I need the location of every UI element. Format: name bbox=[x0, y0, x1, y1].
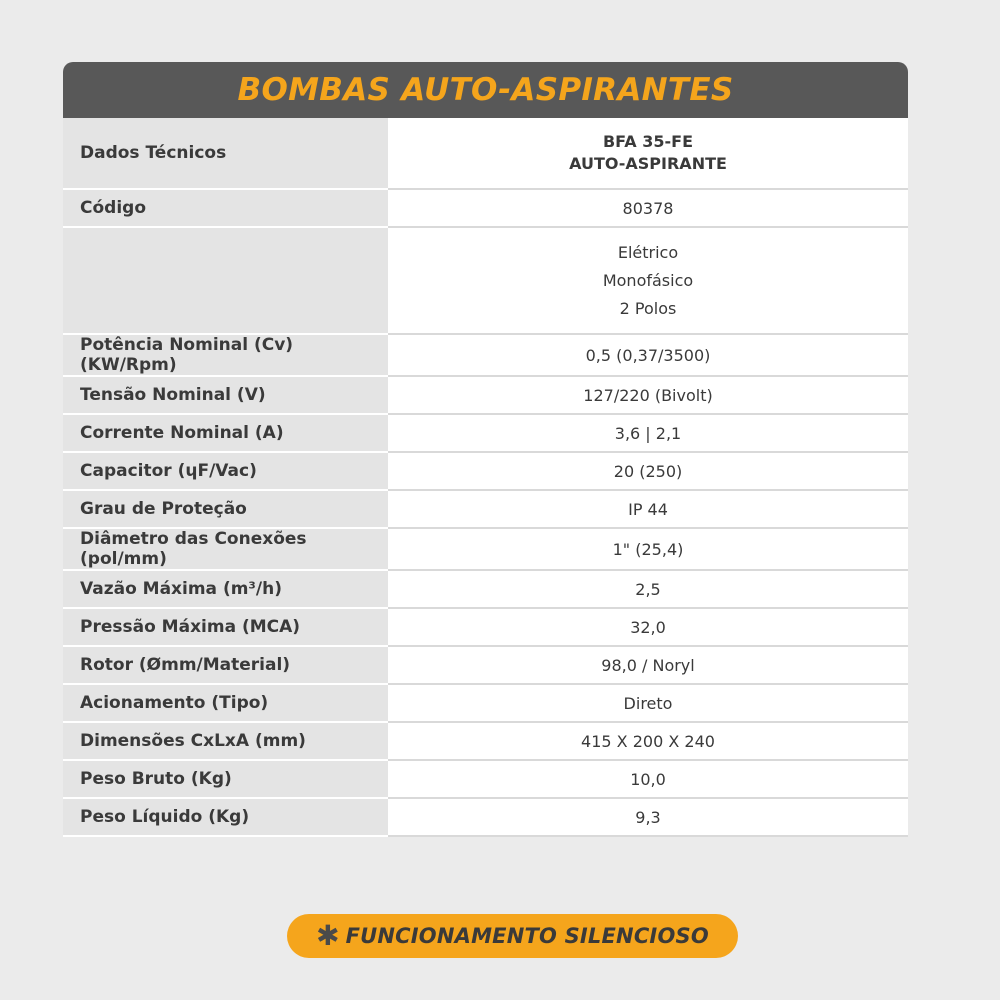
table-row bbox=[63, 798, 908, 836]
row-value: 2,5 bbox=[388, 570, 908, 608]
row-label: Diâmetro das Conexões (pol/mm) bbox=[63, 528, 388, 570]
motor-line-2: Monofásico bbox=[602, 270, 694, 290]
row-label: Potência Nominal (Cv)(KW/Rpm) bbox=[63, 334, 388, 376]
table-row bbox=[63, 722, 908, 760]
row-value: 10,0 bbox=[388, 760, 908, 798]
spec-table bbox=[63, 118, 908, 837]
row-label: Corrente Nominal (A) bbox=[63, 414, 388, 452]
table-row bbox=[63, 684, 908, 722]
row-label: Peso Líquido (Kg) bbox=[63, 798, 388, 836]
row-value: 9,3 bbox=[388, 798, 908, 836]
row-label: Acionamento (Tipo) bbox=[63, 684, 388, 722]
table-row bbox=[63, 414, 908, 452]
row-value: 1" (25,4) bbox=[388, 528, 908, 570]
model-name bbox=[388, 118, 908, 189]
row-label: Vazão Máxima (m³/h) bbox=[63, 570, 388, 608]
row-label: Capacitor (ɥF/Vac) bbox=[63, 452, 388, 490]
row-label-empty bbox=[63, 227, 388, 334]
table-row bbox=[63, 189, 908, 227]
fan-icon: ✱ bbox=[316, 919, 340, 952]
motor-line-3: 2 Polos bbox=[619, 298, 677, 318]
row-value: 80378 bbox=[388, 189, 908, 227]
row-value: 127/220 (Bivolt) bbox=[388, 376, 908, 414]
table-row bbox=[63, 646, 908, 684]
row-label: Código bbox=[63, 189, 388, 227]
row-label: Tensão Nominal (V) bbox=[63, 376, 388, 414]
row-value: 98,0 / Noryl bbox=[388, 646, 908, 684]
motor-line-1: Elétrico bbox=[617, 242, 679, 262]
row-value: 415 X 200 X 240 bbox=[388, 722, 908, 760]
table-row bbox=[63, 452, 908, 490]
motor-type-value bbox=[388, 227, 908, 334]
model-line-2: AUTO-ASPIRANTE bbox=[569, 154, 727, 173]
table-row bbox=[63, 490, 908, 528]
row-value: 20 (250) bbox=[388, 452, 908, 490]
row-value: IP 44 bbox=[388, 490, 908, 528]
row-value: 0,5 (0,37/3500) bbox=[388, 334, 908, 376]
table-header-row bbox=[63, 118, 908, 189]
table-row bbox=[63, 760, 908, 798]
table-row bbox=[63, 528, 908, 570]
table-row bbox=[63, 570, 908, 608]
header-label: Dados Técnicos bbox=[63, 118, 388, 189]
row-value: 32,0 bbox=[388, 608, 908, 646]
table-row bbox=[63, 334, 908, 376]
title-banner bbox=[63, 62, 908, 118]
row-value: 3,6 | 2,1 bbox=[388, 414, 908, 452]
row-label: Grau de Proteção bbox=[63, 490, 388, 528]
row-value: Direto bbox=[388, 684, 908, 722]
table-row-motor-type bbox=[63, 227, 908, 334]
row-label: Rotor (Ømm/Material) bbox=[63, 646, 388, 684]
model-line-1: BFA 35-FE bbox=[602, 132, 693, 151]
badge-text: FUNCIONAMENTO SILENCIOSO bbox=[345, 924, 709, 948]
spec-sheet bbox=[63, 62, 908, 837]
row-label: Pressão Máxima (MCA) bbox=[63, 608, 388, 646]
banner-title: BOMBAS AUTO-ASPIRANTES bbox=[237, 72, 734, 108]
table-row bbox=[63, 376, 908, 414]
table-row bbox=[63, 608, 908, 646]
row-label: Dimensões CxLxA (mm) bbox=[63, 722, 388, 760]
row-label: Peso Bruto (Kg) bbox=[63, 760, 388, 798]
silent-operation-badge bbox=[287, 914, 738, 958]
